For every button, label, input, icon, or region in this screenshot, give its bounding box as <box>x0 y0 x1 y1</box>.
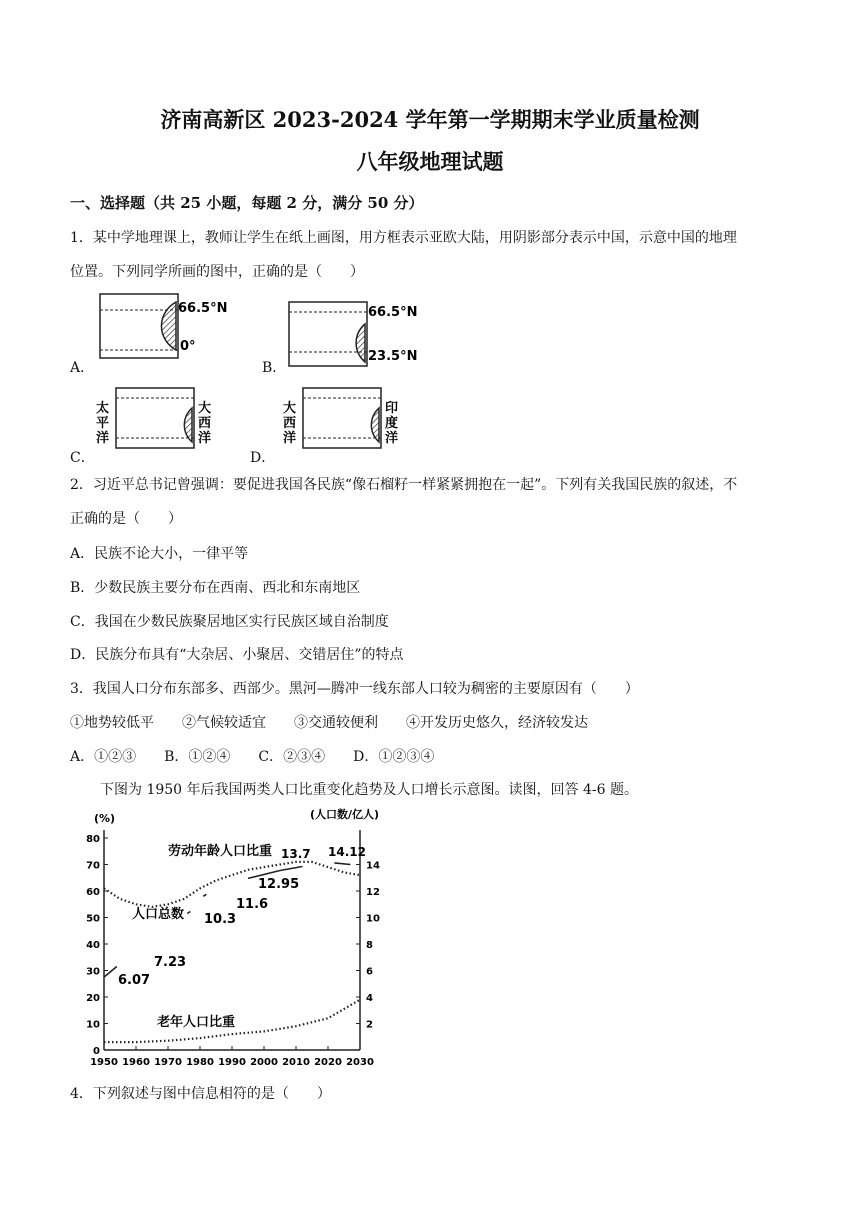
pop-label-2010: 13.7 <box>281 847 311 861</box>
pop-label-1964: 7.23 <box>154 955 187 970</box>
q1c-left-char-2: 平 <box>96 416 110 431</box>
q1d-right-char-2: 度 <box>385 416 399 431</box>
section-heading: 一、选择题（共 25 小题，每题 2 分，满分 50 分） <box>70 194 424 212</box>
q1c-left-char-1: 太 <box>96 401 110 416</box>
total-population-segment <box>280 867 302 871</box>
total-population-segment <box>104 967 117 978</box>
right-tick-label: 12 <box>366 887 380 898</box>
q1-option-a-label: A． <box>70 360 95 376</box>
right-tick-label: 8 <box>366 940 373 951</box>
q1-stem-line1: 1．某中学地理课上，教师让学生在纸上画图，用方框表示亚欧大陆，用阴影部分表示中国，示意中国的地理 <box>70 230 737 246</box>
q1d-left-char-1: 大 <box>283 401 297 416</box>
q1d-left-char-3: 洋 <box>283 431 297 446</box>
q1-option-d-label: D． <box>250 450 276 466</box>
q1c-left-char-3: 洋 <box>96 431 110 446</box>
q1d-left-char-2: 西 <box>283 416 297 431</box>
x-tick-label: 2030 <box>346 1057 374 1068</box>
x-tick-label: 1960 <box>122 1057 150 1068</box>
left-tick-label: 40 <box>86 940 100 951</box>
chart-intro: 下图为 1950 年后我国两类人口比重变化趋势及人口增长示意图。读图，回答 4-6 题。 <box>100 782 638 798</box>
working-age-ratio-line <box>104 862 360 907</box>
left-tick-label: 50 <box>86 913 100 925</box>
q1a-bottom-label: 0° <box>180 339 196 354</box>
q4-stem: 4．下列叙述与图中信息相符的是（ ） <box>70 1086 331 1102</box>
left-tick-label: 20 <box>86 993 100 1004</box>
exam-subtitle: 八年级地理试题 <box>356 149 504 174</box>
x-tick-label: 1980 <box>186 1057 214 1068</box>
q3-items: ①地势较低平 ②气候较适宜 ③交通较便利 ④开发历史悠久，经济较发达 <box>70 715 588 731</box>
q3-choices: A．①②③ B．①②④ C．②③④ D．①②③④ <box>70 749 435 765</box>
population-chart <box>84 800 400 1070</box>
q1a-top-label: 66.5°N <box>178 301 228 316</box>
pop-label-1990: 11.6 <box>236 897 269 912</box>
left-tick-label: 80 <box>86 834 100 845</box>
left-tick-label: 30 <box>86 966 100 978</box>
x-tick-label: 2010 <box>282 1057 310 1068</box>
q2-stem-line2: 正确的是（ ） <box>70 511 182 527</box>
left-tick-label: 70 <box>86 860 100 872</box>
q1-diagram-c <box>94 384 224 454</box>
q1b-top-label: 66.5°N <box>368 305 418 320</box>
q1-option-c-label: C． <box>70 450 95 466</box>
q3-stem: 3．我国人口分布东部多、西部少。黑河—腾冲一线东部人口较为稠密的主要原因有（ ） <box>70 681 639 697</box>
q1c-right-char-3: 洋 <box>198 431 212 446</box>
right-axis-unit: (人口数/亿人) <box>310 808 380 821</box>
left-tick-label: 60 <box>86 887 100 898</box>
exam-title: 济南高新区 2023-2024 学年第一学期期末学业质量检测 <box>160 107 700 132</box>
q1-diagram-a <box>98 292 238 362</box>
x-tick-label: 2020 <box>314 1057 342 1068</box>
q2-stem-line1: 2．习近平总书记曾强调：要促进我国各民族“像石榴籽一样紧紧拥抱在一起”。下列有关我国民族的叙述，不 <box>70 477 738 493</box>
right-tick-label: 6 <box>366 966 373 978</box>
q1-diagram-d <box>281 384 411 454</box>
pop-label-2020: 14.12 <box>328 845 366 859</box>
q2-option-d: D．民族分布具有“大杂居、小聚居、交错居住”的特点 <box>70 647 404 663</box>
q1d-right-char-3: 洋 <box>385 431 399 446</box>
left-axis-unit: (%) <box>94 812 116 825</box>
x-tick-label: 1990 <box>218 1057 246 1068</box>
pop-label-2000: 12.95 <box>258 877 300 892</box>
total-population-segment <box>187 912 190 914</box>
right-tick-label: 14 <box>366 860 380 872</box>
q1c-right-char-1: 大 <box>198 401 212 416</box>
right-tick-label: 10 <box>366 913 380 925</box>
left-tick-label: 10 <box>86 1019 100 1031</box>
q1-stem-line2: 位置。下列同学所画的图中，正确的是（ ） <box>70 264 364 280</box>
series-label-elderly: 老年人口比重 <box>157 1015 236 1030</box>
total-population-segment <box>334 863 350 865</box>
q1d-right-char-1: 印 <box>385 401 399 416</box>
x-tick-label: 1950 <box>90 1057 118 1068</box>
right-tick-label: 2 <box>366 1019 373 1031</box>
series-label-total-pop: 人口总数 <box>132 907 185 922</box>
x-tick-label: 1970 <box>154 1057 182 1068</box>
left-tick-label: 0 <box>93 1046 100 1057</box>
q1-option-b-label: B． <box>262 360 287 376</box>
total-population-segment <box>203 894 206 896</box>
x-tick-label: 2000 <box>250 1057 278 1068</box>
q2-option-a: A．民族不论大小，一律平等 <box>70 546 249 562</box>
pop-label-1982: 10.3 <box>204 912 237 927</box>
series-label-working-age: 劳动年龄人口比重 <box>168 844 273 859</box>
q1c-right-char-2: 西 <box>198 416 212 431</box>
q2-option-b: B．少数民族主要分布在西南、西北和东南地区 <box>70 580 361 596</box>
q1b-bottom-label: 23.5°N <box>368 349 418 364</box>
right-tick-label: 4 <box>366 993 373 1004</box>
pop-label-1950: 6.07 <box>118 973 151 988</box>
q1-diagram-b <box>287 300 427 370</box>
q2-option-c: C．我国在少数民族聚居地区实行民族区域自治制度 <box>70 614 389 630</box>
